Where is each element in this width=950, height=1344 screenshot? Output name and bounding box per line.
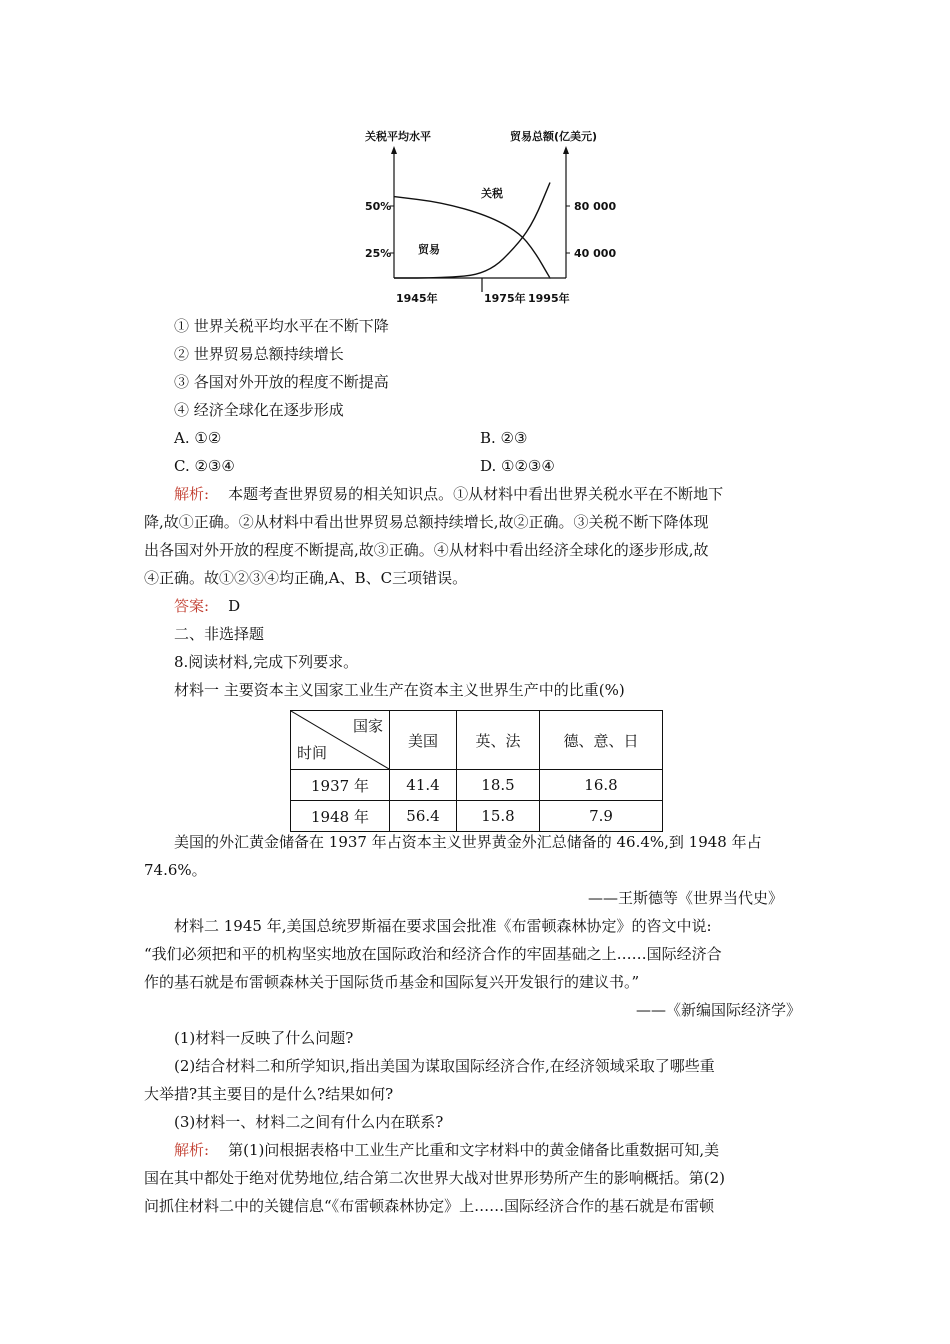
question-2-line-1: (2)结合材料二和所学知识,指出美国为谋取国际经济合作,在经济领域采取了哪些重 — [174, 1057, 715, 1075]
table-header-cell: 德、意、日 — [540, 711, 663, 770]
trade-series-label: 贸易 — [418, 243, 440, 256]
statement-1: ① 世界关税平均水平在不断下降 — [174, 317, 389, 335]
table-row-year: 1937 年 — [291, 770, 390, 801]
material-1-table — [290, 710, 663, 832]
table-row-year: 1948 年 — [291, 801, 390, 832]
left-tick-label-50: 50% — [365, 200, 392, 213]
choice-d: D. ①②③④ — [480, 457, 555, 475]
choice-b: B. ②③ — [480, 429, 528, 447]
tariff-trade-chart — [360, 126, 630, 312]
table-cell: 41.4 — [390, 770, 457, 801]
x-tick-label-1975: 1975年 — [484, 292, 526, 305]
corner-top-label: 国家 — [352, 717, 383, 735]
tariff-series-label: 关税 — [481, 187, 503, 200]
choice-c: C. ②③④ — [174, 457, 235, 475]
material-2-line-1: 材料二 1945 年,美国总统罗斯福在要求国会批准《布雷顿森林协定》的咨文中说: — [174, 917, 712, 935]
right-tick-label-40000: 40 000 — [574, 247, 617, 260]
analysis-label: 解析: — [174, 485, 210, 503]
answer-value: D — [228, 597, 241, 615]
table-cell: 16.8 — [540, 770, 663, 801]
analysis-2-line-2: 国在其中都处于绝对优势地位,结合第二次世界大战对世界形势所产生的影响概括。第(2) — [144, 1169, 726, 1187]
table-cell: 18.5 — [457, 770, 540, 801]
table-header-cell: 英、法 — [457, 711, 540, 770]
left-tick-label-25: 25% — [365, 247, 392, 260]
material-2-line-2: “我们必须把和平的机构坚实地放在国际政治和经济合作的牢固基础之上……国际经济合 — [144, 945, 722, 963]
question-1: (1)材料一反映了什么问题? — [174, 1029, 354, 1047]
x-tick-label-1945: 1945年 — [396, 292, 438, 305]
table-cell: 15.8 — [457, 801, 540, 832]
analysis-1-line-3: 出各国对外开放的程度不断提高,故③正确。④从材料中看出经济全球化的逐步形成,故 — [144, 541, 709, 559]
analysis-2-label: 解析: — [174, 1141, 210, 1159]
statement-3: ③ 各国对外开放的程度不断提高 — [174, 373, 389, 391]
analysis-2-line-3: 问抓住材料二中的关键信息“《布雷顿森林协定》上……国际经济合作的基石就是布雷顿 — [144, 1197, 715, 1215]
material-1-source: ——王斯德等《世界当代史》 — [588, 889, 784, 907]
answer-label: 答案: — [174, 597, 210, 615]
material-1-text-1: 美国的外汇黄金储备在 1937 年占资本主义世界黄金外汇总储备的 46.4%,到 1948 年占 — [174, 833, 762, 851]
statement-4: ④ 经济全球化在逐步形成 — [174, 401, 344, 419]
material-2-line-3: 作的基石就是布雷顿森林关于国际货币基金和国际复兴开发银行的建议书。” — [144, 973, 640, 991]
table-cell: 7.9 — [540, 801, 663, 832]
table-header-row — [291, 711, 663, 770]
tariff-series-line — [394, 197, 550, 278]
left-axis-arrow — [391, 146, 397, 154]
choice-a: A. ①② — [174, 429, 222, 447]
analysis-2-text-1: 第(1)问根据表格中工业生产比重和文字材料中的黄金储备比重数据可知,美 — [228, 1141, 720, 1159]
material-1-title: 材料一 主要资本主义国家工业生产在资本主义世界生产中的比重(%) — [174, 681, 625, 699]
material-2-source: ——《新编国际经济学》 — [636, 1001, 802, 1019]
question-3: (3)材料一、材料二之间有什么内在联系? — [174, 1113, 444, 1131]
right-axis-arrow — [563, 146, 569, 154]
x-tick-label-1995: 1995年 — [528, 292, 570, 305]
table-row — [291, 770, 663, 801]
analysis-1-line-2: 降,故①正确。②从材料中看出世界贸易总额持续增长,故②正确。③关税不断下降体现 — [144, 513, 709, 531]
trade-series-line — [394, 183, 550, 279]
analysis-1-text-1: 本题考查世界贸易的相关知识点。①从材料中看出世界关税水平在不断地下 — [228, 485, 724, 503]
analysis-1-line-1 — [174, 484, 723, 504]
table-cell: 56.4 — [390, 801, 457, 832]
table-corner-cell — [291, 711, 390, 770]
analysis-2-line-1 — [174, 1140, 719, 1160]
left-axis-label: 关税平均水平 — [365, 130, 431, 143]
answer-line — [174, 596, 240, 616]
right-tick-label-80000: 80 000 — [574, 200, 617, 213]
corner-bottom-label: 时间 — [297, 744, 328, 762]
statement-2: ② 世界贸易总额持续增长 — [174, 345, 344, 363]
material-1-text-2: 74.6%。 — [144, 861, 207, 879]
question-8: 8.阅读材料,完成下列要求。 — [174, 653, 359, 671]
question-2-line-2: 大举措?其主要目的是什么?结果如何? — [144, 1085, 394, 1103]
table-row — [291, 801, 663, 832]
analysis-1-line-4: ④正确。故①②③④均正确,A、B、C三项错误。 — [144, 569, 468, 587]
right-axis-label: 贸易总额(亿美元) — [510, 130, 598, 143]
table-header-cell: 美国 — [390, 711, 457, 770]
section-title: 二、非选择题 — [174, 625, 265, 643]
